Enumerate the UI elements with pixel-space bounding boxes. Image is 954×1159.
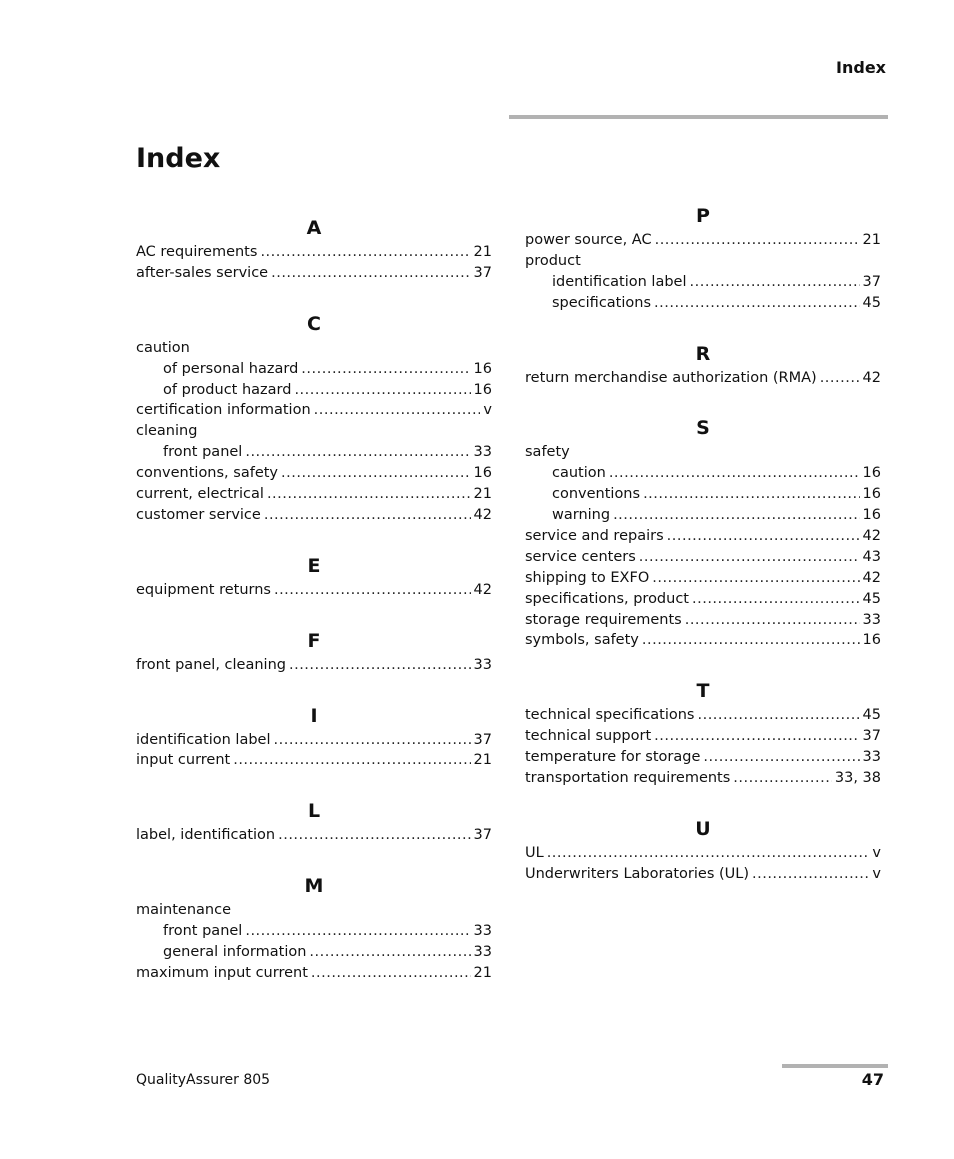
dot-leader (692, 589, 860, 610)
index-term: conventions, safety (136, 465, 279, 482)
dot-leader (733, 768, 832, 789)
index-subentry (136, 359, 492, 380)
page-reference: 33 (862, 749, 881, 766)
index-entry (136, 463, 492, 484)
index-section-c (136, 312, 492, 526)
dot-leader (547, 843, 870, 864)
index-entry (525, 589, 881, 610)
index-entry (525, 843, 881, 864)
dot-leader (245, 442, 470, 463)
page-reference: 33 (862, 611, 881, 628)
index-term: power source, AC (525, 232, 652, 248)
index-term: identification label (136, 731, 271, 748)
index-entry (136, 730, 492, 751)
index-entry (136, 505, 492, 526)
page-reference: 16 (473, 465, 492, 482)
index-term: caution (136, 339, 190, 356)
index-entry (136, 655, 492, 676)
page-reference: 16 (473, 360, 492, 377)
index-term: product (525, 252, 581, 269)
dot-leader (267, 484, 471, 505)
index-term: after-sales service (136, 264, 269, 281)
running-head: Index (836, 58, 886, 77)
index-term: maintenance (136, 902, 231, 919)
index-term: input current (136, 752, 231, 769)
index-section-e (136, 554, 492, 601)
index-subentry (136, 942, 492, 963)
index-term: transportation requirements (525, 770, 731, 787)
page-title: Index (136, 143, 221, 174)
section-letter: R (695, 342, 711, 365)
dot-leader (697, 705, 859, 726)
footer-rule (782, 1064, 888, 1068)
dot-leader (233, 750, 470, 771)
index-entry (525, 442, 881, 463)
dot-leader (690, 272, 860, 293)
index-subentry (525, 293, 881, 314)
index-entry (136, 580, 492, 601)
dot-leader (685, 610, 860, 631)
index-column-right (525, 204, 881, 913)
page-reference: 33 (473, 656, 492, 673)
dot-leader (655, 230, 860, 251)
index-subentry (136, 380, 492, 401)
section-letter: I (310, 704, 318, 727)
index-term: caution (552, 465, 606, 482)
page-reference: 33 (473, 944, 492, 961)
index-entries (525, 705, 881, 789)
index-section-r (525, 342, 881, 389)
index-subentry (525, 463, 881, 484)
index-column-left (136, 216, 492, 1012)
dot-leader (294, 380, 470, 401)
index-entry (136, 900, 492, 921)
index-entries (525, 230, 881, 314)
index-entry (525, 610, 881, 631)
page-reference: 16 (473, 381, 492, 398)
page-reference: 21 (473, 486, 492, 503)
page-reference: 16 (862, 465, 881, 482)
page-reference: 21 (473, 752, 492, 769)
page-reference: 21 (473, 964, 492, 981)
page-reference: 42 (862, 528, 881, 545)
page-reference: 16 (862, 507, 881, 524)
index-entry (525, 568, 881, 589)
index-term: current, electrical (136, 486, 264, 503)
page-reference: 45 (862, 294, 881, 311)
index-entries (525, 843, 881, 885)
index-subentry (525, 484, 881, 505)
index-term: technical support (525, 728, 652, 745)
index-section-s (525, 416, 881, 651)
index-entry (525, 747, 881, 768)
index-entry (136, 400, 492, 421)
index-section-u (525, 817, 881, 885)
index-term: of personal hazard (163, 360, 299, 377)
page-reference: 45 (862, 707, 881, 724)
index-entry (136, 421, 492, 442)
index-entries (525, 442, 881, 651)
index-section-l (136, 799, 492, 846)
dot-leader (703, 747, 859, 768)
dot-leader (311, 963, 471, 984)
index-entry (525, 864, 881, 885)
section-letter: A (306, 217, 322, 239)
page-reference: 37 (862, 728, 881, 745)
index-entries (136, 580, 492, 601)
index-term: identification label (552, 273, 687, 290)
index-entry (525, 726, 881, 747)
index-entry (525, 705, 881, 726)
dot-leader (274, 730, 471, 751)
index-entry (525, 547, 881, 568)
dot-leader (281, 463, 471, 484)
index-entry (525, 526, 881, 547)
index-term: conventions (552, 486, 641, 503)
index-section-m (136, 874, 492, 984)
page-reference: 37 (862, 273, 881, 290)
page-reference: v (483, 402, 492, 419)
page-reference: 33, 38 (834, 770, 881, 787)
index-entries (136, 242, 492, 284)
index-subentry (136, 442, 492, 463)
index-term: warning (552, 507, 611, 524)
index-entry (525, 768, 881, 789)
dot-leader (643, 484, 859, 505)
page-reference: 43 (862, 548, 881, 565)
dot-leader (264, 505, 471, 526)
header-rule (509, 115, 888, 119)
index-term: shipping to EXFO (525, 569, 650, 586)
section-letter: M (304, 875, 324, 898)
page-reference: 16 (862, 486, 881, 503)
index-term: Underwriters Laboratories (UL) (525, 865, 749, 882)
index-entry (136, 825, 492, 846)
page-reference: 21 (862, 232, 881, 248)
page-reference: 42 (862, 369, 881, 386)
index-term: service centers (525, 548, 636, 565)
section-letter: C (307, 312, 321, 335)
index-term: equipment returns (136, 581, 271, 598)
index-entry (525, 630, 881, 651)
dot-leader (309, 942, 470, 963)
index-subentry (136, 921, 492, 942)
page-reference: 37 (473, 264, 492, 281)
index-term: technical specifications (525, 707, 695, 724)
index-term: certification information (136, 402, 311, 419)
index-entry (525, 230, 881, 251)
page-reference: 42 (862, 569, 881, 586)
page-reference: v (872, 844, 881, 861)
index-section-i (136, 704, 492, 772)
index-term: label, identification (136, 827, 276, 844)
dot-leader (667, 526, 860, 547)
section-letter: F (307, 629, 321, 652)
index-term: of product hazard (163, 381, 292, 398)
index-term: front panel (163, 444, 243, 461)
index-entries (136, 655, 492, 676)
index-term: service and repairs (525, 528, 664, 545)
dot-leader (260, 242, 470, 263)
index-term: specifications, product (525, 590, 689, 607)
index-term: UL (525, 844, 544, 861)
index-term: general information (163, 944, 307, 961)
index-term: safety (525, 444, 570, 461)
section-letter: T (696, 680, 710, 703)
section-letter: U (695, 817, 711, 840)
page-reference: 33 (473, 444, 492, 461)
page-reference: 42 (473, 581, 492, 598)
index-entry (136, 484, 492, 505)
index-entry (136, 750, 492, 771)
index-term: maximum input current (136, 964, 308, 981)
dot-leader (652, 568, 859, 589)
index-entries (136, 825, 492, 846)
dot-leader (314, 400, 481, 421)
index-entries (136, 338, 492, 526)
index-term: front panel (163, 923, 243, 940)
section-letter: E (307, 554, 321, 577)
index-entry (525, 251, 881, 272)
dot-leader (301, 359, 470, 380)
index-entries (525, 368, 881, 389)
section-letter: L (307, 800, 321, 823)
dot-leader (752, 864, 869, 885)
index-subentry (525, 505, 881, 526)
dot-leader (639, 547, 860, 568)
page-reference: 16 (862, 632, 881, 649)
dot-leader (289, 655, 471, 676)
index-entry (136, 242, 492, 263)
index-entries (136, 730, 492, 772)
index-section-a (136, 216, 492, 284)
page-reference: 37 (473, 827, 492, 844)
index-term: return merchandise authorization (RMA) (525, 369, 817, 386)
index-entry (136, 963, 492, 984)
index-term: temperature for storage (525, 749, 701, 766)
dot-leader (274, 580, 471, 601)
section-letter: P (696, 205, 710, 227)
dot-leader (609, 463, 860, 484)
index-subentry (525, 272, 881, 293)
page-reference: 33 (473, 923, 492, 940)
page-reference: 42 (473, 506, 492, 523)
index-term: AC requirements (136, 244, 258, 260)
page-reference: 21 (473, 244, 492, 260)
index-entries (136, 900, 492, 984)
index-term: storage requirements (525, 611, 682, 628)
page-reference: 37 (473, 731, 492, 748)
index-term: cleaning (136, 423, 198, 440)
index-entry (136, 263, 492, 284)
dot-leader (245, 921, 470, 942)
dot-leader (613, 505, 859, 526)
index-entry (525, 368, 881, 389)
index-section-f (136, 629, 492, 676)
index-entry (136, 338, 492, 359)
dot-leader (820, 368, 860, 389)
index-term: front panel, cleaning (136, 656, 286, 673)
dot-leader (278, 825, 470, 846)
index-section-t (525, 679, 881, 789)
dot-leader (654, 293, 860, 314)
page-reference: v (872, 865, 881, 882)
index-term: customer service (136, 506, 261, 523)
page-number: 47 (861, 1070, 884, 1089)
index-section-p (525, 204, 881, 314)
index-term: specifications (552, 294, 652, 311)
section-letter: S (696, 417, 710, 440)
page-reference: 45 (862, 590, 881, 607)
dot-leader (642, 630, 860, 651)
index-term: symbols, safety (525, 632, 639, 649)
footer-product-name: QualityAssurer 805 (136, 1072, 271, 1088)
dot-leader (654, 726, 859, 747)
dot-leader (271, 263, 470, 284)
